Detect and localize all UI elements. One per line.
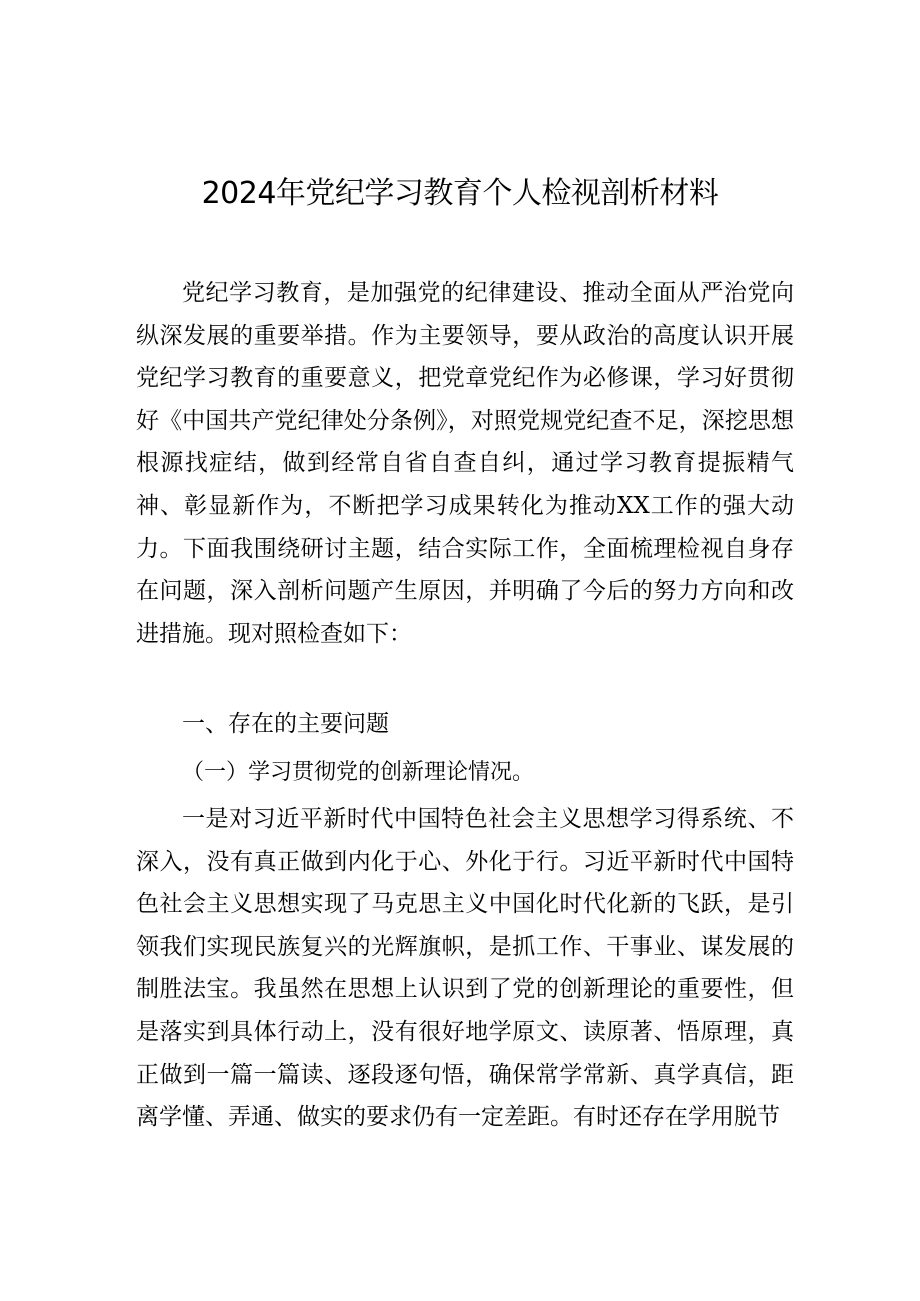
point-paragraph: 一是对习近平新时代中国特色社会主义思想学习得系统、不深入，没有真正做到内化于心、外化于行。习近平新时代中国特色社会主义思想实现了马克思主义中国化时代化新的飞跃，是引领我们实现民族复兴的光辉旗帜，是抓工作、干事业、谋发展的制胜法宝。我虽然在思想上认识到了党的创新理论的重要性，但是落实到具体行动上，没有很好地学原文、读原著、悟原理，真正做到一篇一篇读、逐段逐句悟，确保常学常新、真学真信，距离学懂、弄通、做实的要求仍有一定差距。有时还存在学用脱节 (136, 806, 794, 1131)
section-heading: 一、存在的主要问题 (182, 711, 389, 737)
document-title: 2024年党纪学习教育个人检视剖析材料 (201, 176, 719, 211)
subsection-heading: （一）学习贯彻党的创新理论情况。 (182, 760, 535, 785)
intro-paragraph: 党纪学习教育，是加强党的纪律建设、推动全面从严治党向纵深发展的重要举措。作为主要领导，要从政治的高度认识开展党纪学习教育的重要意义，把党章党纪作为必修课，学习好贯彻好《中国共产党纪律处分条例》，对照党规党纪查不足，深挖思想根源找症结，做到经常自省自查自纠，通过学习教育提振精气神、彰显新作为，不断把学习成果转化为推动XX工作的强大动力。下面我围绕研讨主题，结合实际工作，全面梳理检视自身存在问题，深入剖析问题产生原因，并明确了今后的努力方向和改进措施。现对照检查如下： (136, 280, 794, 647)
